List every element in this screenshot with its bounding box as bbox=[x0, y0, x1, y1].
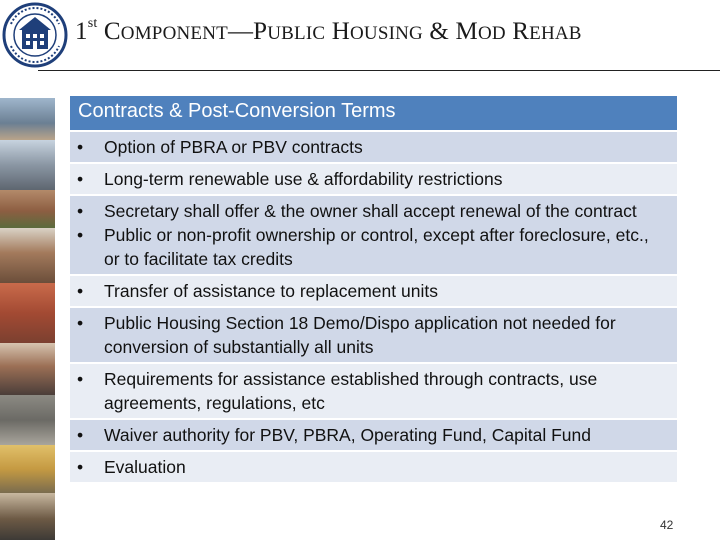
bullet-text: Evaluation bbox=[104, 457, 186, 477]
bullet-text: Waiver authority for PBV, PBRA, Operating Fund, Capital Fund bbox=[104, 425, 591, 445]
bullet-text: Public Housing Section 18 Demo/Dispo application not needed for conversion of substantially all units bbox=[104, 313, 616, 357]
bullet-marker: • bbox=[77, 313, 84, 333]
table-row bbox=[70, 362, 677, 418]
housing-photo-strip bbox=[0, 98, 55, 540]
bullet-item bbox=[77, 199, 667, 223]
bullet-marker: • bbox=[77, 137, 84, 157]
table-row bbox=[70, 194, 677, 274]
bullet-item bbox=[77, 423, 667, 447]
table-row bbox=[70, 162, 677, 194]
bullet-item bbox=[77, 311, 667, 359]
bullet-item bbox=[77, 167, 667, 191]
table-header: Contracts & Post-Conversion Terms bbox=[70, 96, 677, 130]
bullet-marker: • bbox=[77, 225, 84, 245]
table-row bbox=[70, 418, 677, 450]
table-row bbox=[70, 130, 677, 162]
bullet-marker: • bbox=[77, 457, 84, 477]
bullet-marker: • bbox=[77, 425, 84, 445]
bullet-text: Transfer of assistance to replacement units bbox=[104, 281, 438, 301]
bullet-text: Secretary shall offer & the owner shall accept renewal of the contract bbox=[104, 201, 637, 221]
table-row bbox=[70, 306, 677, 362]
bullet-marker: • bbox=[77, 281, 84, 301]
slide-title: 1st COMPONENT—PUBLIC HOUSING & MOD REHAB bbox=[75, 16, 582, 45]
page-number: 42 bbox=[660, 518, 674, 532]
bullet-item bbox=[77, 279, 667, 303]
hud-seal-icon bbox=[2, 2, 68, 68]
terms-table bbox=[70, 96, 677, 482]
bullet-marker: • bbox=[77, 201, 84, 221]
bullet-marker: • bbox=[77, 169, 84, 189]
bullet-marker: • bbox=[77, 369, 84, 389]
bullet-text: Requirements for assistance established through contracts, use agreements, regulations, etc bbox=[104, 369, 598, 413]
bullet-text: Long-term renewable use & affordability restrictions bbox=[104, 169, 503, 189]
bullet-item bbox=[77, 223, 667, 271]
table-row bbox=[70, 450, 677, 482]
bullet-item bbox=[77, 367, 667, 415]
bullet-item bbox=[77, 135, 667, 159]
bullet-text: Public or non-profit ownership or control, except after foreclosure, etc., or to facilitate tax credits bbox=[104, 225, 649, 269]
table-row bbox=[70, 274, 677, 306]
title-divider bbox=[38, 70, 720, 71]
bullet-item bbox=[77, 455, 667, 479]
bullet-text: Option of PBRA or PBV contracts bbox=[104, 137, 363, 157]
